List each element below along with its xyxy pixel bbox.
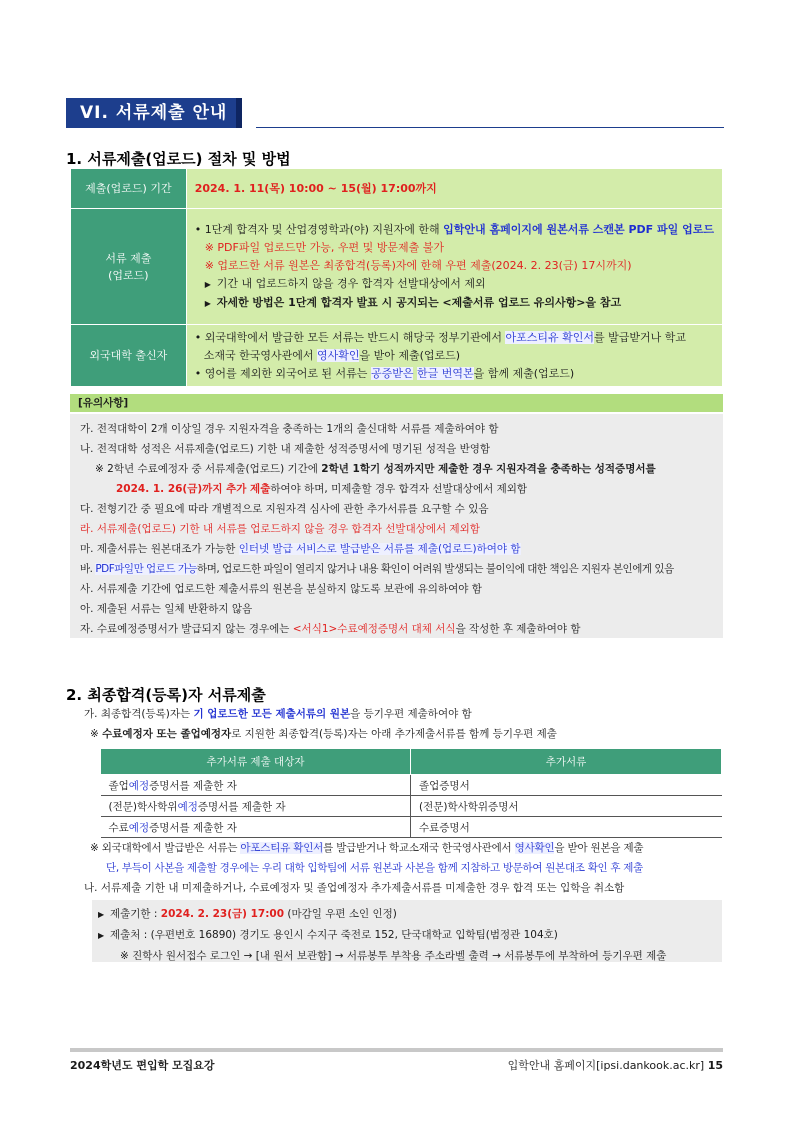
section-title: VI. 서류제출 안내 — [80, 103, 228, 123]
submission-info-box — [92, 900, 722, 962]
table-row: 졸업예정증명서를 제출한 자 졸업증명서 — [101, 775, 722, 796]
additional-documents-table — [100, 748, 722, 838]
notes-box — [70, 414, 723, 638]
note-ma: 마. 제출서류는 원본대조가 가능한 인터넷 발급 서비스로 발급받은 서류를 제출(업로드)하여야 함 — [80, 543, 521, 555]
note-da: 다. 전형기간 중 필요에 따라 개별적으로 지원자격 심사에 관한 추가서류를 요구할 수 있음 — [80, 503, 489, 515]
address: ▶ 제출처 : (우편번호 16890) 경기도 용인시 수지구 죽전로 152, 단국대학교 입학팀(범정관 104호) — [98, 925, 716, 946]
note-ra: 라. 서류제출(업로드) 기한 내 서류를 업로드하지 않을 경우 합격자 선발대상에서 제외함 — [80, 523, 480, 535]
deadline: ▶ 제출기한 : 2024. 2. 23(금) 17:00 (마감일 우편 소인 인정) — [98, 904, 716, 925]
page-number: 15 — [707, 1059, 723, 1072]
note-sa: 사. 서류제출 기간에 업로드한 제출서류의 원본을 분실하지 않도록 보관에 유의하여야 함 — [80, 583, 482, 595]
foreign-label: 외국대학 출신자 — [71, 325, 187, 387]
col-documents: 추가서류 — [411, 749, 722, 775]
notes-heading: [유의사항] — [70, 394, 723, 412]
process: ※ 진학사 원서접수 로그인 → [내 원서 보관함] → 서류봉투 부착용 주소라벨 출력 → 서류봉투에 부착하여 등기우편 제출 — [120, 950, 667, 962]
final-foreign-note: ※ 외국대학에서 발급받은 서류는 아포스티유 확인서를 발급받거나 학교소재국 한국영사관에서 영사확인을 받아 원본을 제출 — [90, 842, 644, 854]
heading-final-submission: 2. 최종합격(등록)자 서류제출 — [66, 686, 266, 704]
period-label: 제출(업로드) 기간 — [71, 169, 187, 209]
triangle-bullet-icon: ▶ — [98, 910, 105, 919]
note-a: 아. 제출된 서류는 일체 반환하지 않음 — [80, 603, 253, 615]
note-na-sub2: 2024. 1. 26(금)까지 추가 제출하여야 하며, 미제출할 경우 합격자 선발대상에서 제외함 — [116, 483, 527, 495]
section-title-band — [66, 98, 242, 128]
col-target: 추가서류 제출 대상자 — [101, 749, 411, 775]
final-note: ※ 수료예정자 또는 졸업예정자로 지원한 최종합격(등록)자는 아래 추가제출서류를 함께 등기우편 제출 — [90, 728, 557, 740]
note-na: 나. 전적대학 성적은 서류제출(업로드) 기한 내 제출한 성적증명서에 명기된 성적을 반영함 — [80, 443, 491, 455]
triangle-bullet-icon: ▶ — [98, 931, 105, 940]
final-ga: 가. 최종합격(등록)자는 기 업로드한 모든 제출서류의 원본을 등기우편 제출하여야 함 — [84, 708, 472, 720]
section-divider — [256, 127, 724, 128]
final-na: 나. 서류제출 기한 내 미제출하거나, 수료예정자 및 졸업예정자 추가제출서류를 미제출한 경우 합격 또는 입학을 취소함 — [84, 882, 625, 894]
triangle-bullet-icon: ▶ — [204, 298, 211, 308]
upload-procedure-table — [70, 168, 723, 387]
note-na-sub: ※ 2학년 수료예정자 중 서류제출(업로드) 기간에 2학년 1학기 성적까지만 제출한 경우 지원자격을 충족하는 성적증명서를 — [95, 463, 656, 475]
foreign-value: • 외국대학에서 발급한 모든 서류는 반드시 해당국 정부기관에서 아포스티유 확인서를 발급받거나 학교 소재국 한국영사관에서 영사확인을 받아 제출(업로드) • 영어를 제외한 외국어로 된 서류는 공증받은 한글 번역본을 함께 제출(업로드) — [186, 325, 722, 387]
heading-upload-procedure: 1. 서류제출(업로드) 절차 및 방법 — [66, 150, 291, 168]
triangle-bullet-icon: ▶ — [204, 279, 211, 289]
table-row: 수료예정증명서를 제출한 자 수료증명서 — [101, 817, 722, 838]
note-ja: 자. 수료예정증명서가 발급되지 않는 경우에는 <서식1>수료예정증명서 대체 서식을 작성한 후 제출하여야 함 — [80, 623, 581, 635]
period-value: 2024. 1. 11(목) 10:00 ~ 15(월) 17:00까지 — [186, 169, 722, 209]
note-ba: 바. PDF파일만 업로드 가능하며, 업로드한 파일이 열리지 않거나 내용 확인이 어려워 발생되는 불이익에 대한 책임은 지원자 본인에게 있음 — [80, 563, 674, 575]
table-row: (전문)학사학위예정증명서를 제출한 자 (전문)학사학위증명서 — [101, 796, 722, 817]
submit-label: 서류 제출 (업로드) — [71, 209, 187, 325]
footer-title: 2024학년도 편입학 모집요강 — [70, 1059, 215, 1072]
final-foreign-note2: 단, 부득이 사본을 제출할 경우에는 우리 대학 입학팀에 서류 원본과 사본을 함께 지참하고 방문하여 원본대조 확인 후 제출 — [106, 862, 643, 874]
footer-divider — [70, 1048, 723, 1052]
submit-value: • 1단계 합격자 및 산업경영학과(야) 지원자에 한해 입학안내 홈페이지에 원본서류 스캔본 PDF 파일 업로드 ※ PDF파일 업로드만 가능, 우편 및 방문제출 불가 ※ 업로드한 서류 원본은 최종합격(등록)자에 한해 우편 제출(2024. 2. 23(금) 17시까지) ▶ 기간 내 업로드하지 않을 경우 합격자 선발대상에서 제외 ▶ 자세한 방법은 1단계 합격자 발표 시 공지되는 <제출서류 업로드 유의사항>을 참고 — [186, 209, 722, 325]
note-ga: 가. 전적대학이 2개 이상일 경우 지원자격을 충족하는 1개의 출신대학 서류를 제출하여야 함 — [80, 423, 499, 435]
footer-site: 입학안내 홈페이지[ipsi.dankook.ac.kr] 15 — [507, 1059, 723, 1072]
